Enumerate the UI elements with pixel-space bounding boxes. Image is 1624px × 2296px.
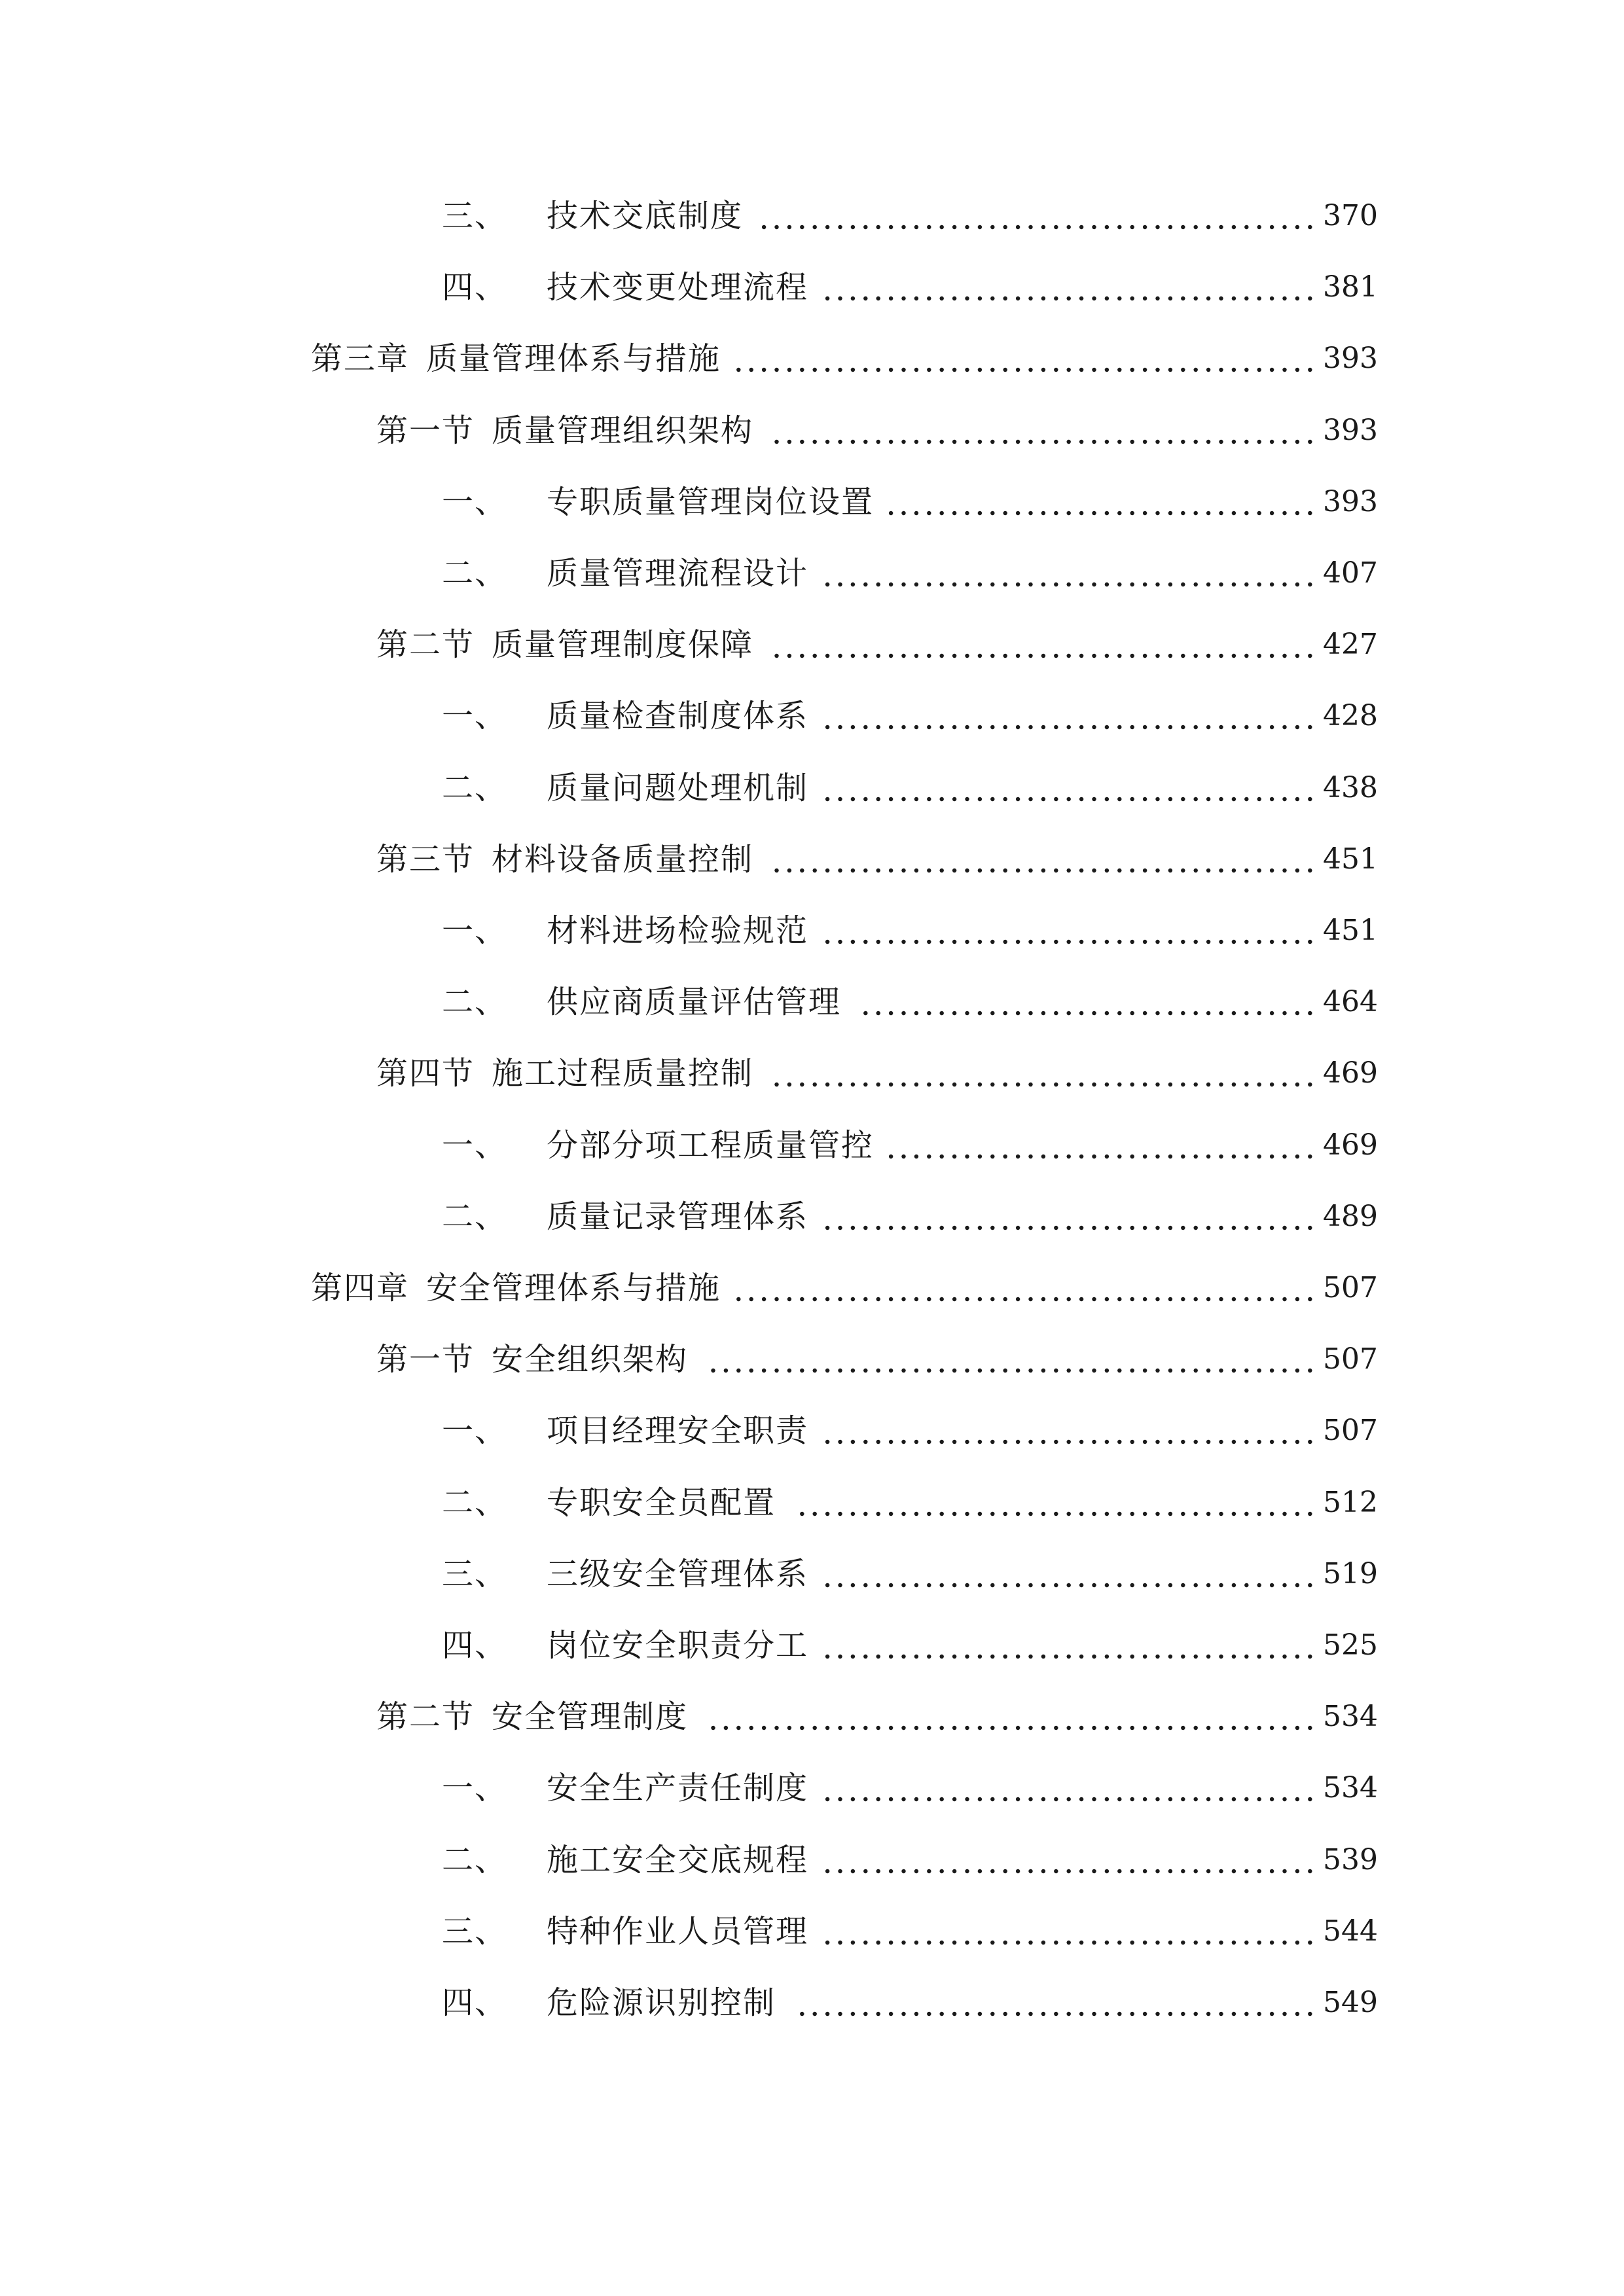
toc-entry[interactable] [0, 395, 1624, 467]
toc-entry-title: 质量管理制度保障 [492, 626, 754, 664]
toc-entry-title: 质量记录管理体系 [547, 1198, 809, 1235]
toc-entry-marker: 二、 [442, 769, 508, 806]
toc-entry[interactable] [0, 1681, 1624, 1753]
dot-leader [763, 823, 1316, 895]
dot-leader [763, 395, 1316, 467]
toc-entry-marker: 第三节 [376, 840, 475, 878]
toc-entry-label [442, 1538, 808, 1610]
toc-entry-marker: 二、 [442, 555, 508, 592]
toc-entry-title: 危险源识别控制 [547, 1984, 776, 2021]
toc-entry-title: 质量检查制度体系 [547, 698, 809, 735]
toc-entry-label [311, 1252, 721, 1324]
dot-leader [730, 323, 1316, 395]
toc-entry-marker: 三、 [442, 198, 508, 234]
toc-entry-marker: 一、 [442, 1412, 508, 1450]
toc-entry-title: 特种作业人员管理 [547, 1912, 809, 1950]
toc-entry-label [442, 466, 874, 538]
toc-entry-title: 专职质量管理岗位设置 [547, 483, 875, 520]
toc-entry-marker: 第一节 [376, 1341, 475, 1378]
toc-entry-label [376, 823, 753, 895]
toc-entry-marker: 二、 [442, 1198, 508, 1235]
dot-leader [752, 180, 1316, 252]
toc-entry-label [376, 1037, 753, 1109]
toc-entry-page-number: 534 [1323, 1771, 1378, 1805]
toc-entry-title: 分部分项工程质量管控 [547, 1126, 875, 1164]
toc-entry-title: 安全生产责任制度 [547, 1770, 809, 1807]
toc-entry-page-number: 469 [1323, 1056, 1378, 1090]
toc-entry-label [442, 251, 808, 323]
toc-entry-title: 岗位安全职责分工 [547, 1627, 809, 1664]
toc-entry-label [442, 1609, 808, 1681]
toc-entry-page-number: 393 [1323, 413, 1378, 447]
toc-entry-page-number: 464 [1323, 985, 1378, 1019]
toc-entry-marker: 四、 [442, 1627, 508, 1664]
toc-entry-page-number: 451 [1323, 914, 1378, 947]
toc-entry[interactable] [0, 1967, 1624, 2039]
toc-entry[interactable] [0, 251, 1624, 323]
toc-entry-title: 安全组织架构 [492, 1341, 689, 1378]
toc-entry-page-number: 507 [1323, 1271, 1378, 1304]
toc-entry-title: 材料设备质量控制 [492, 840, 754, 878]
dot-leader [697, 1681, 1316, 1753]
toc-entry-title: 安全管理制度 [492, 1698, 689, 1736]
toc-entry[interactable] [0, 1109, 1624, 1181]
toc-entry-marker: 第二节 [376, 1698, 475, 1736]
toc-entry-label [442, 180, 743, 252]
toc-entry[interactable] [0, 752, 1624, 824]
toc-entry-page-number: 507 [1323, 1342, 1378, 1376]
toc-entry-label [442, 1895, 808, 1967]
toc-entry-label [376, 1681, 688, 1753]
toc-entry-title: 质量管理体系与措施 [426, 340, 721, 378]
toc-entry-marker: 一、 [442, 698, 508, 735]
dot-leader [785, 1467, 1316, 1539]
toc-entry-page-number: 489 [1323, 1199, 1378, 1233]
toc-entry[interactable] [0, 609, 1624, 681]
toc-entry-title: 三级安全管理体系 [547, 1555, 809, 1592]
toc-entry-label [442, 1109, 874, 1181]
dot-leader [818, 251, 1316, 323]
toc-entry-marker: 三、 [442, 1555, 508, 1592]
toc-entry[interactable] [0, 180, 1624, 252]
toc-entry-page-number: 519 [1323, 1556, 1378, 1590]
toc-entry-marker: 二、 [442, 984, 508, 1021]
toc-entry-label [442, 1967, 776, 2039]
toc-entry-label [442, 1181, 808, 1253]
toc-entry-marker: 第四章 [311, 1270, 410, 1306]
toc-entry[interactable] [0, 466, 1624, 538]
toc-entry-label [442, 1824, 808, 1896]
toc-entry-page-number: 534 [1323, 1700, 1378, 1734]
toc-entry-label [442, 1752, 808, 1824]
dot-leader [818, 1824, 1316, 1896]
toc-entry-title: 专职安全员配置 [547, 1484, 776, 1521]
toc-entry-label [442, 895, 808, 967]
toc-entry-title: 施工安全交底规程 [547, 1841, 809, 1878]
toc-entry-page-number: 469 [1323, 1128, 1378, 1162]
toc-entry-marker: 四、 [442, 1984, 508, 2021]
toc-entry-label [376, 395, 753, 467]
toc-entry-page-number: 407 [1323, 556, 1378, 590]
toc-entry-label [376, 609, 753, 681]
toc-entry-label [311, 323, 721, 395]
toc-entry-page-number: 393 [1323, 342, 1378, 376]
toc-entry[interactable] [0, 323, 1624, 395]
toc-entry-marker: 一、 [442, 1126, 508, 1164]
toc-entry-title: 技术变更处理流程 [547, 269, 809, 306]
dot-leader [818, 1538, 1316, 1610]
toc-entry-page-number: 539 [1323, 1842, 1378, 1876]
dot-leader [818, 1609, 1316, 1681]
toc-entry-title: 质量管理流程设计 [547, 555, 809, 592]
dot-leader [818, 1752, 1316, 1824]
toc-entry-page-number: 381 [1323, 270, 1378, 304]
toc-entry-title: 安全管理体系与措施 [426, 1270, 721, 1306]
toc-entry-page-number: 507 [1323, 1414, 1378, 1448]
toc-entry-label [442, 1467, 776, 1539]
toc-entry[interactable] [0, 537, 1624, 609]
dot-leader [697, 1323, 1316, 1395]
toc-entry[interactable] [0, 680, 1624, 752]
dot-leader [883, 466, 1316, 538]
toc-entry-title: 供应商质量评估管理 [547, 984, 842, 1021]
dot-leader [850, 966, 1316, 1038]
toc-entry[interactable] [0, 1467, 1624, 1539]
toc-entry-label [442, 752, 808, 824]
toc-entry-marker: 四、 [442, 269, 508, 306]
dot-leader [818, 1395, 1316, 1467]
dot-leader [883, 1109, 1316, 1181]
toc-entry-page-number: 525 [1323, 1628, 1378, 1662]
dot-leader [763, 1037, 1316, 1109]
toc-entry-page-number: 451 [1323, 842, 1378, 876]
toc-entry-page-number: 427 [1323, 628, 1378, 662]
toc-entry[interactable] [0, 1252, 1624, 1324]
toc-entry[interactable] [0, 1824, 1624, 1896]
toc-entry-title: 施工过程质量控制 [492, 1055, 754, 1092]
dot-leader [785, 1967, 1316, 2039]
toc-entry-label [442, 537, 808, 609]
toc-entry-label [376, 1323, 688, 1395]
toc-entry-title: 质量问题处理机制 [547, 769, 809, 806]
toc-entry-page-number: 438 [1323, 770, 1378, 804]
toc-entry[interactable] [0, 1181, 1624, 1253]
toc-entry-title: 质量管理组织架构 [492, 412, 754, 449]
dot-leader [818, 752, 1316, 824]
toc-entry[interactable] [0, 1895, 1624, 1967]
dot-leader [730, 1252, 1316, 1324]
toc-entry-marker: 三、 [442, 1912, 508, 1950]
toc-entry-page-number: 512 [1323, 1485, 1378, 1519]
toc-entry-title: 材料进场检验规范 [547, 912, 809, 949]
toc-entry[interactable] [0, 895, 1624, 967]
toc-entry-page-number: 393 [1323, 484, 1378, 518]
toc-entry-marker: 第四节 [376, 1055, 475, 1092]
toc-entry-title: 项目经理安全职责 [547, 1412, 809, 1450]
toc-entry-page-number: 428 [1323, 699, 1378, 733]
toc-entry-label [442, 966, 841, 1038]
toc-entry[interactable] [0, 1538, 1624, 1610]
toc-entry[interactable] [0, 1395, 1624, 1467]
dot-leader [818, 537, 1316, 609]
toc-entry-label [442, 1395, 808, 1467]
dot-leader [818, 895, 1316, 967]
toc-entry-page-number: 544 [1323, 1914, 1378, 1948]
toc-entry[interactable] [0, 1609, 1624, 1681]
dot-leader [818, 1895, 1316, 1967]
toc-entry-marker: 第三章 [311, 340, 410, 378]
toc-entry[interactable] [0, 1037, 1624, 1109]
dot-leader [763, 609, 1316, 681]
toc-entry-label [442, 680, 808, 752]
toc-entry-marker: 第一节 [376, 412, 475, 449]
toc-entry[interactable] [0, 1323, 1624, 1395]
dot-leader [818, 1181, 1316, 1253]
toc-entry[interactable] [0, 1752, 1624, 1824]
toc-entry-marker: 一、 [442, 912, 508, 949]
toc-entry-title: 技术交底制度 [547, 198, 744, 234]
toc-entry-marker: 一、 [442, 483, 508, 520]
toc-entry-marker: 一、 [442, 1770, 508, 1807]
dot-leader [818, 680, 1316, 752]
toc-entry-marker: 二、 [442, 1841, 508, 1878]
toc-entry-marker: 第二节 [376, 626, 475, 664]
toc-entry[interactable] [0, 823, 1624, 895]
toc-entry[interactable] [0, 966, 1624, 1038]
toc-entry-page-number: 370 [1323, 199, 1378, 232]
toc-entry-marker: 二、 [442, 1484, 508, 1521]
toc-entry-page-number: 549 [1323, 1986, 1378, 2019]
